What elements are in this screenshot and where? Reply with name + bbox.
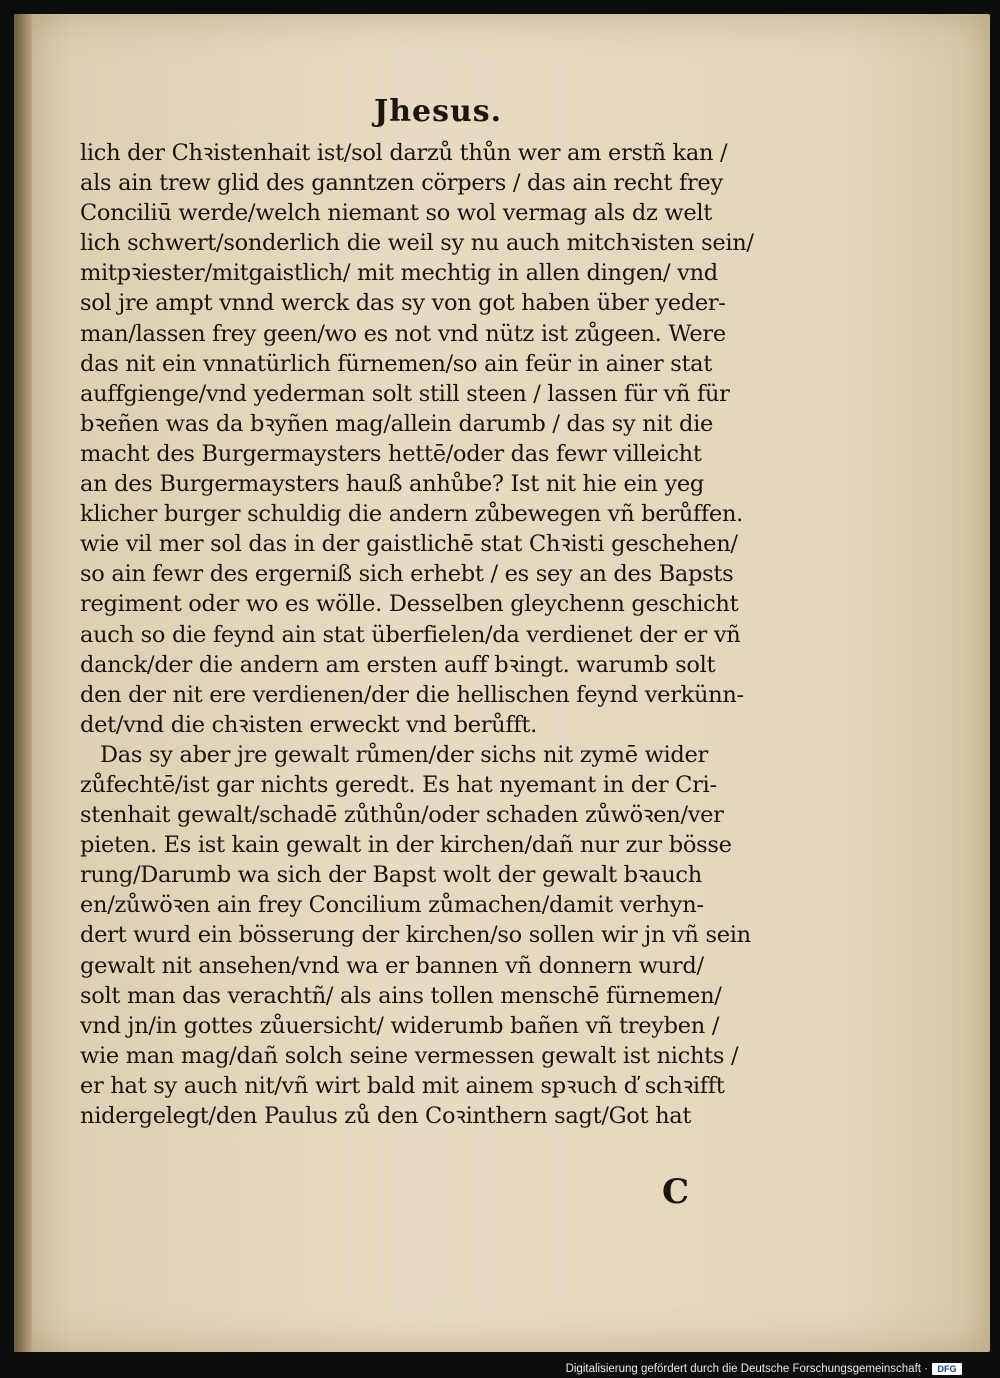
text-line: macht des Burgermaysters hettē/oder das fewr villeicht <box>80 440 702 467</box>
text-line: Das sy aber jre gewalt růmen/der sichs nit zymē wider <box>100 741 708 768</box>
text-line: zůfechtē/ist gar nichts geredt. Es hat nyemant in der Cri- <box>80 771 717 798</box>
text-line: er hat sy auch nit/vñ wirt bald mit ainem spꝛuch ď schꝛifft <box>80 1072 725 1099</box>
text-line: wie vil mer sol das in der gaistlichē stat Chꝛisti geschehen/ <box>80 531 738 558</box>
page-gutter <box>14 14 32 1352</box>
text-line: wie man mag/dañ solch seine vermessen gewalt ist nichts / <box>80 1042 739 1069</box>
text-line: dert wurd ein bösserung der kirchen/so sollen wir jn vñ sein <box>80 922 751 949</box>
text-line: gewalt nit ansehen/vnd wa er bannen vñ donnern wurd/ <box>80 952 704 979</box>
text-line: klicher burger schuldig die andern zůbewegen vñ berůffen. <box>80 501 744 528</box>
text-line: Conciliū werde/welch niemant so wol vermag als dz welt <box>80 200 712 227</box>
text-line: det/vnd die chꝛisten erweckt vnd berůfft. <box>80 711 538 738</box>
text-line: danck/der die andern am ersten auff bꝛingt. warumb solt <box>80 651 716 678</box>
text-line: regiment oder wo es wölle. Desselben gleychenn geschicht <box>80 591 739 618</box>
text-line: als ain trew glid des ganntzen cörpers / das ain recht frey <box>80 170 723 197</box>
text-line: rung/Darumb wa sich der Bapst wolt der gewalt bꝛauch <box>80 862 702 889</box>
text-line: lich der Chꝛistenhait ist/sol darzů thůn wer am erstñ kan / <box>80 140 728 166</box>
text-line: man/lassen frey geen/wo es not vnd nütz ist zůgeen. Were <box>80 320 726 347</box>
text-line: vnd jn/in gottes zůuersicht/ widerumb bañen vñ treyben / <box>80 1012 720 1039</box>
text-line: en/zůwöꝛen ain frey Concilium zůmachen/damit verhyn- <box>80 892 704 919</box>
text-line: nidergelegt/den Paulus zů den Coꝛinthern sagt/Got hat <box>80 1103 692 1129</box>
funding-footer <box>566 1363 962 1375</box>
text-line: sol jre ampt vnnd werck das sy von got haben über yeder- <box>80 290 726 317</box>
text-line: das nit ein vnnatürlich fürnemen/so ain feür in ainer stat <box>80 350 713 377</box>
text-line: pieten. Es ist kain gewalt in der kirchen/dañ nur zur bösse <box>80 832 732 859</box>
text-line: bꝛeñen was da bꝛyñen mag/allein darumb / das sy nit die <box>80 410 714 437</box>
text-line: so ain fewr des ergerniß sich erhebt / es sey an des Bapsts <box>80 561 734 588</box>
text-line: auffgienge/vnd yederman solt still steen / lassen für vñ für <box>80 380 730 407</box>
book-page <box>14 14 990 1352</box>
text-block <box>80 138 770 1131</box>
text-line: an des Burgermaysters hauß anhůbe? Ist nit hie ein yeg <box>80 471 704 498</box>
dfg-logo-icon: DFG <box>932 1363 962 1375</box>
text-line: mitpꝛiester/mitgaistlich/ mit mechtig in allen dingen/ vnd <box>80 260 718 287</box>
footer-text: Digitalisierung gefördert durch die Deutsche Forschungsgemeinschaft · <box>565 1363 928 1375</box>
text-line: stenhait gewalt/schadē zůthůn/oder schaden zůwöꝛen/ver <box>80 802 724 829</box>
text-line: auch so die feynd ain stat überfielen/da verdienet der er vñ <box>80 621 741 648</box>
text-line: den der nit ere verdienen/der die hellischen feynd verkünn- <box>80 681 744 708</box>
signature-mark: C <box>662 1172 690 1212</box>
text-line: solt man das verachtñ/ als ains tollen menschē fürnemen/ <box>80 982 722 1009</box>
running-header: Jhesus. <box>374 94 503 129</box>
text-line: lich schwert/sonderlich die weil sy nu auch mitchꝛisten sein/ <box>80 230 754 257</box>
